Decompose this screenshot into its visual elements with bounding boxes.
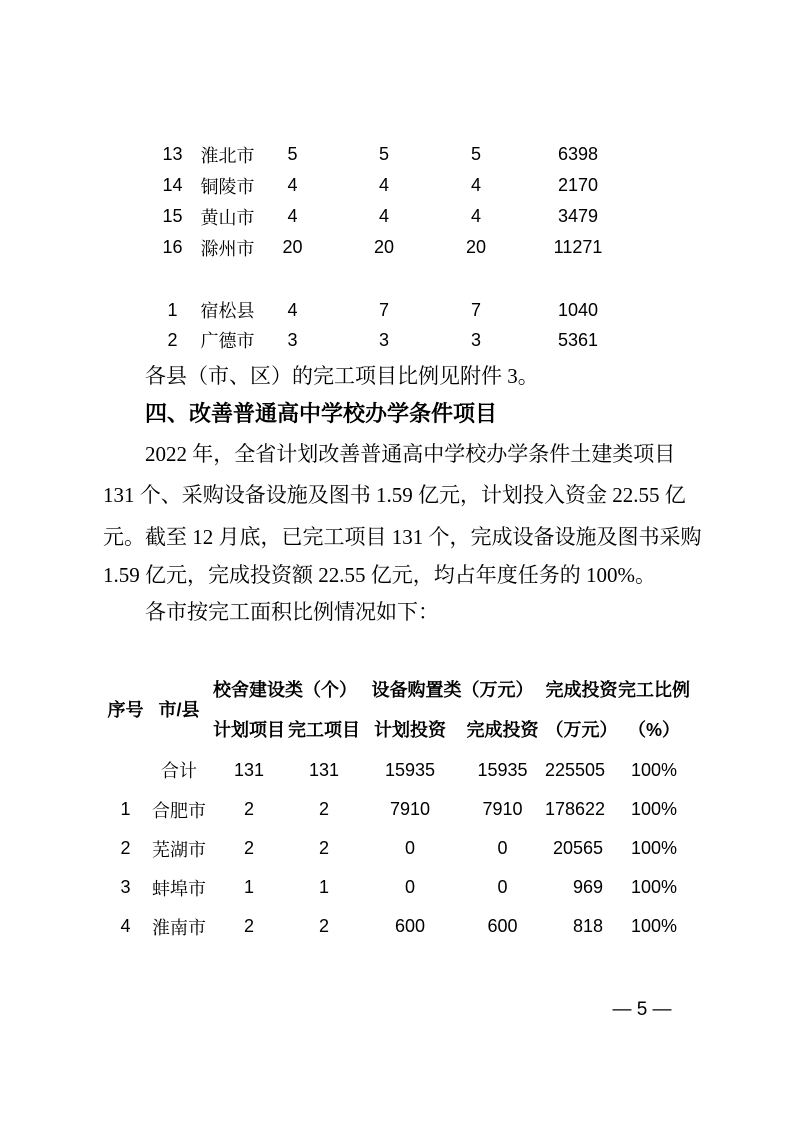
header-completed-investment: 完成投资 bbox=[466, 720, 539, 740]
table-row bbox=[145, 232, 642, 263]
table-row bbox=[145, 295, 642, 325]
value-cell: 100% bbox=[630, 838, 678, 858]
value-cell: 3 bbox=[378, 329, 389, 350]
value-cell: 100% bbox=[630, 916, 678, 936]
value-cell: 1 bbox=[243, 877, 254, 897]
value-cell: 15935 bbox=[477, 759, 528, 780]
table-row bbox=[103, 907, 690, 946]
header-investment-line2: （万元） bbox=[545, 720, 618, 740]
value-cell: 2 bbox=[243, 838, 254, 858]
table-row bbox=[103, 829, 690, 868]
value-cell: 20 bbox=[282, 237, 303, 257]
table-row bbox=[145, 139, 642, 170]
value-cell: 1040 bbox=[557, 299, 599, 320]
header-row-top bbox=[103, 670, 690, 710]
value-cell: 4 bbox=[470, 175, 481, 195]
value-cell: 2 bbox=[243, 799, 254, 819]
value-cell: 20 bbox=[373, 237, 395, 257]
value-cell: 7 bbox=[470, 299, 481, 320]
paragraph-line: 元。截至 12 月底，已完工项目 131 个，完成设备设施及图书采购 bbox=[103, 525, 702, 549]
value-cell: 7910 bbox=[389, 799, 431, 819]
serial-cell: 2 bbox=[120, 838, 131, 858]
city-cell: 黄山市 bbox=[200, 207, 255, 228]
value-cell: 4 bbox=[287, 175, 298, 195]
note-line: 各县（市、区）的完工项目比例见附件 3。 bbox=[145, 364, 539, 388]
value-cell: 178622 bbox=[545, 799, 606, 819]
city-cell: 铜陵市 bbox=[200, 176, 255, 197]
paragraph-line: 2022 年，全省计划改善普通高中学校办学条件土建类项目 bbox=[145, 442, 676, 466]
paragraph-line: 1.59 亿元，完成投资额 22.55 亿元，均占年度任务的 100%。 bbox=[103, 563, 656, 587]
region-cell: 合计 bbox=[161, 761, 197, 781]
table-row bbox=[145, 201, 642, 232]
value-cell: 2 bbox=[318, 799, 329, 819]
value-cell: 0 bbox=[404, 877, 415, 897]
table-row bbox=[145, 170, 642, 201]
serial-cell: 15 bbox=[162, 206, 183, 226]
value-cell: 3 bbox=[287, 329, 298, 350]
serial-cell: 1 bbox=[120, 799, 131, 819]
header-completed-projects: 完工项目 bbox=[288, 720, 360, 740]
serial-cell: 1 bbox=[167, 299, 178, 320]
value-cell: 2 bbox=[318, 838, 329, 858]
completion-ratio-table bbox=[103, 670, 690, 946]
region-cell: 淮南市 bbox=[152, 917, 206, 938]
serial-cell: 16 bbox=[162, 237, 183, 257]
value-cell: 3479 bbox=[557, 206, 599, 226]
value-cell: 7910 bbox=[482, 799, 523, 819]
value-cell: 131 bbox=[233, 759, 265, 780]
value-cell: 2 bbox=[243, 916, 254, 936]
serial-cell: 14 bbox=[162, 175, 183, 195]
value-cell: 6398 bbox=[557, 144, 599, 164]
value-cell: 100% bbox=[630, 877, 678, 897]
header-ratio-line2: （%） bbox=[627, 720, 680, 740]
header-equipment-group: 设备购置类（万元） bbox=[371, 680, 534, 700]
value-cell: 1 bbox=[318, 877, 329, 897]
header-building-group: 校舍建设类（个） bbox=[213, 680, 357, 700]
value-cell: 0 bbox=[497, 838, 508, 858]
value-cell: 2 bbox=[318, 916, 329, 936]
city-cell: 宿松县 bbox=[200, 301, 255, 321]
header-investment bbox=[545, 670, 618, 750]
serial-cell: 13 bbox=[162, 144, 183, 164]
value-cell: 0 bbox=[497, 877, 508, 897]
total-row bbox=[103, 750, 690, 790]
city-cell: 滁州市 bbox=[200, 238, 255, 259]
header-region: 市/县 bbox=[158, 700, 200, 720]
value-cell: 7 bbox=[378, 299, 389, 320]
value-cell: 3 bbox=[470, 329, 481, 350]
spacer-row bbox=[145, 263, 642, 295]
value-cell: 4 bbox=[287, 299, 298, 320]
value-cell: 4 bbox=[378, 175, 389, 195]
header-serial: 序号 bbox=[107, 700, 144, 720]
value-cell: 4 bbox=[470, 206, 481, 226]
header-ratio-line1: 完工比例 bbox=[618, 680, 690, 700]
value-cell: 0 bbox=[404, 838, 415, 858]
value-cell: 969 bbox=[572, 877, 603, 897]
serial-cell: 4 bbox=[120, 916, 131, 936]
value-cell: 4 bbox=[378, 206, 389, 226]
table-row bbox=[103, 790, 690, 829]
city-cell: 淮北市 bbox=[200, 145, 255, 166]
value-cell: 818 bbox=[572, 916, 603, 936]
region-cell: 蚌埠市 bbox=[152, 878, 206, 899]
value-cell: 5 bbox=[470, 144, 481, 164]
header-planned-investment: 计划投资 bbox=[374, 720, 446, 740]
region-cell: 合肥市 bbox=[152, 800, 206, 821]
value-cell: 11271 bbox=[553, 237, 603, 257]
value-cell: 2170 bbox=[557, 175, 599, 195]
value-cell: 100% bbox=[630, 799, 678, 819]
value-cell: 5 bbox=[378, 144, 389, 164]
header-ratio bbox=[618, 670, 690, 750]
page-number: — 5 — bbox=[612, 999, 672, 1020]
value-cell: 100% bbox=[630, 759, 678, 780]
value-cell: 5 bbox=[287, 144, 298, 164]
header-planned-projects: 计划项目 bbox=[213, 720, 285, 740]
section-heading: 四、改善普通高中学校办学条件项目 bbox=[145, 401, 498, 426]
value-cell: 600 bbox=[394, 916, 426, 936]
value-cell: 15935 bbox=[384, 759, 436, 780]
value-cell: 20 bbox=[465, 237, 487, 257]
header-investment-line1: 完成投资 bbox=[545, 680, 618, 700]
region-cell: 芜湖市 bbox=[152, 839, 206, 860]
value-cell: 131 bbox=[308, 759, 340, 780]
value-cell: 4 bbox=[287, 206, 298, 226]
value-cell: 225505 bbox=[545, 759, 606, 780]
table-row bbox=[103, 868, 690, 907]
upper-completion-table bbox=[145, 139, 642, 355]
serial-cell: 2 bbox=[167, 329, 178, 350]
value-cell: 20565 bbox=[552, 838, 603, 858]
value-cell: 5361 bbox=[557, 329, 599, 350]
serial-cell bbox=[103, 750, 148, 790]
table-intro-line: 各市按完工面积比例情况如下： bbox=[145, 600, 439, 624]
serial-cell: 3 bbox=[120, 877, 131, 897]
paragraph-line: 131 个、采购设备设施及图书 1.59 亿元，计划投入资金 22.55 亿 bbox=[103, 483, 686, 507]
table-row bbox=[145, 325, 642, 355]
city-cell: 广德市 bbox=[200, 331, 255, 351]
value-cell: 600 bbox=[487, 916, 518, 936]
